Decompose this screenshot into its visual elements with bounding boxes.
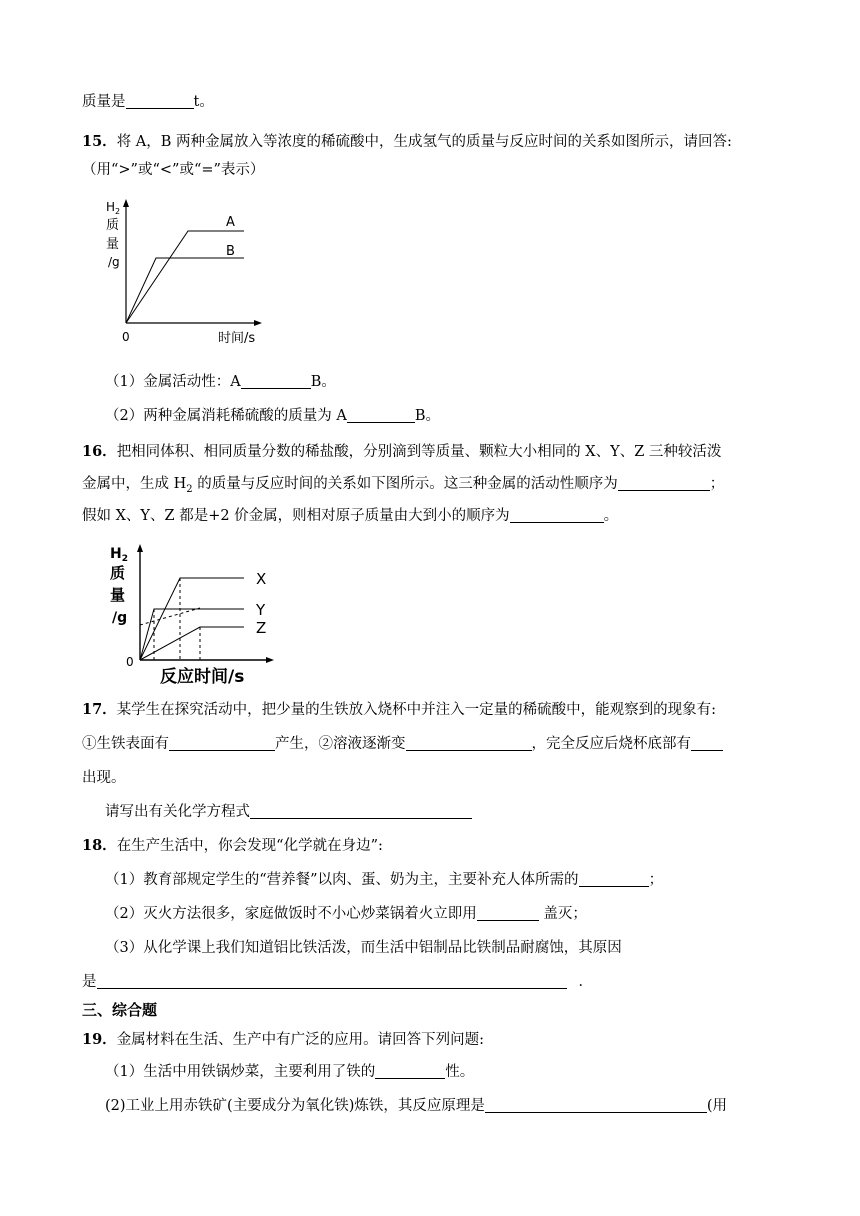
answer-blank[interactable] (477, 904, 539, 921)
question-15-part-1: （1）金属活动性：A B。 (105, 374, 336, 390)
y-label-unit: /g (108, 255, 120, 269)
answer-blank[interactable] (406, 734, 532, 751)
question-18-part-3-line-2: 是 ． (82, 974, 593, 990)
x-axis-arrow-icon (266, 657, 274, 663)
question-19: 19．金属材料在生活、生产中有广泛的应用。请回答下列问题: (82, 1031, 485, 1048)
question-18-part-2: （2）灭火方法很多，家庭做饭时不小心炒菜锅着火立即用 盖灭； (105, 906, 587, 922)
question-16-line-3: 假如 X、Y、Z 都是+2 价金属，则相对原子质量由大到小的顺序为 。 (82, 508, 619, 524)
answer-blank[interactable] (250, 802, 472, 819)
y-axis-arrow-icon (137, 544, 143, 552)
y-label-h: $H_2$ (110, 546, 128, 564)
x-label: 时间/s (218, 331, 256, 346)
chart-h2-vs-time-xyz (108, 540, 294, 688)
y-label-zhi: 质 (110, 564, 126, 582)
chart-h2-vs-time-ab (100, 195, 280, 355)
question-15: 15．将 A，B 两种金属放入等浓度的稀硫酸中，生成氢气的质量与反应时间的关系如图所示，请回答: (82, 133, 732, 150)
question-16: 16．把相同体积、相同质量分数的稀盐酸，分别滴到等质量、颗粒大小相同的 X、Y、Z 三种较活泼 (82, 443, 722, 460)
y-label-h: $H_2$ (106, 200, 121, 216)
answer-blank[interactable] (169, 734, 275, 751)
answer-blank[interactable] (485, 1096, 707, 1113)
question-15-hint: （用“>”或“<”或“=”表示） (82, 162, 265, 178)
question-19-part-2: (2)工业上用赤铁矿(主要成分为氧化铁)炼铁，其反应原理是 (用 (105, 1098, 728, 1114)
answer-blank[interactable] (347, 406, 415, 423)
question-18: 18．在生产生活中，你会发现“化学就在身边”: (82, 837, 383, 854)
question-17-line-3: 出现。 (82, 770, 126, 786)
y-label-liang: 量 (106, 237, 120, 252)
series-z-label: Z (256, 619, 267, 637)
y-label-unit: /g (112, 610, 128, 626)
series-x-dashed-extension (140, 608, 200, 625)
series-a-label: A (226, 215, 235, 230)
y-label-liang: 量 (110, 586, 126, 604)
series-y-label: Y (256, 601, 266, 619)
x-label: 反应时间/s (160, 667, 245, 687)
origin-label: 0 (122, 330, 130, 344)
question-16-line-2: 金属中，生成 $H_2$ 的质量与反应时间的关系如下图所示。这三种金属的活动性顺序为 ； (82, 476, 725, 495)
series-y-line (140, 609, 244, 660)
answer-blank[interactable] (97, 972, 567, 989)
answer-blank[interactable] (579, 870, 649, 887)
answer-blank[interactable] (691, 734, 723, 751)
origin-label: 0 (126, 655, 134, 669)
question-17-line-2: ①生铁表面有 产生，②溶液逐渐变 ，完全反应后烧杯底部有 (82, 734, 723, 754)
answer-blank[interactable] (510, 506, 604, 523)
y-axis-arrow-icon (123, 199, 129, 207)
series-b-label: B (226, 244, 235, 259)
series-b-line (126, 258, 244, 323)
answer-blank[interactable] (375, 1062, 445, 1079)
answer-blank[interactable] (618, 474, 710, 491)
series-z-line (140, 627, 244, 660)
question-19-part-1: （1）生活中用铁锅炒菜，主要利用了铁的 性。 (105, 1064, 475, 1080)
series-x-line (140, 578, 244, 660)
x-axis-arrow-icon (254, 320, 262, 326)
text-line: 质量是 t。 (82, 94, 214, 110)
question-18-part-1: （1）教育部规定学生的“营养餐”以肉、蛋、奶为主，主要补充人体所需的 ； (105, 872, 664, 888)
question-18-part-3: （3）从化学课上我们知道铝比铁活泼，而生活中铝制品比铁制品耐腐蚀，其原因 (105, 940, 622, 956)
answer-blank[interactable] (126, 92, 194, 109)
question-17: 17．某学生在探究活动中，把少量的生铁放入烧杯中并注入一定量的稀硫酸中，能观察到的现象有: (82, 701, 717, 718)
section-heading: 三、综合题 (82, 1001, 158, 1019)
question-17-line-4: 请写出有关化学方程式 (105, 802, 472, 822)
y-label-zhi: 质 (106, 218, 120, 233)
question-15-part-2: （2）两种金属消耗稀硫酸的质量为 A B。 (105, 408, 440, 424)
answer-blank[interactable] (241, 372, 311, 389)
series-x-label: X (256, 570, 267, 588)
